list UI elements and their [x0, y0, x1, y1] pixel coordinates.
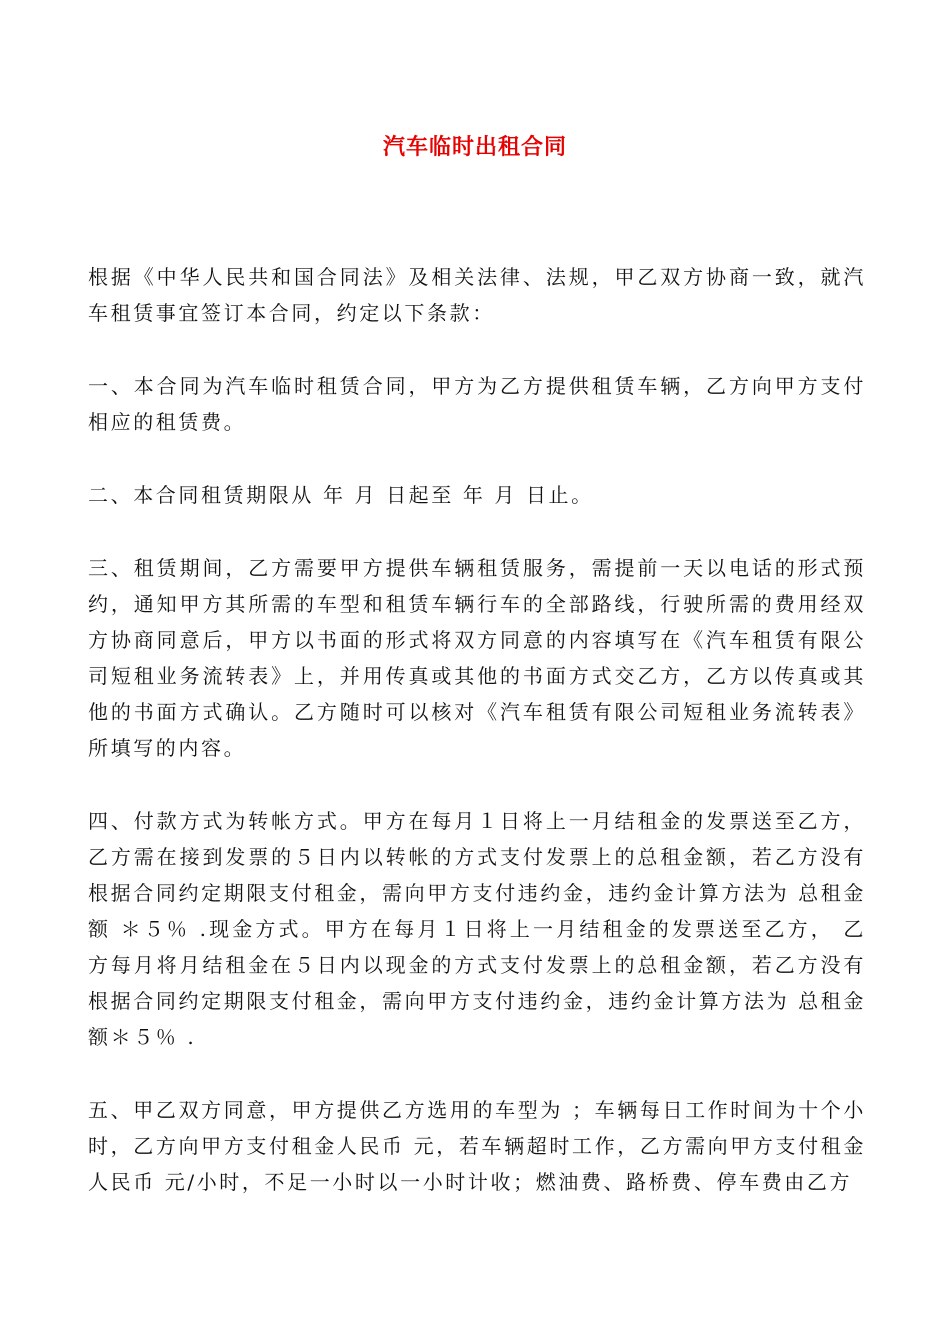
- paragraph-preamble: 根据《中华人民共和国合同法》及相关法律、法规，甲乙双方协商一致，就汽车租赁事宜签订本合同，约定以下条款：: [88, 265, 866, 325]
- document-title: 汽车临时出租合同: [382, 135, 567, 160]
- paragraph-clause-2: 二、本合同租赁期限从 年 月 日起至 年 月 日止。: [88, 483, 594, 507]
- paragraph-clause-3: 三、租赁期间，乙方需要甲方提供车辆租赁服务，需提前一天以电话的形式预约，通知甲方其所需的车型和租赁车辆行车的全部路线，行驶所需的费用经双方协商同意后，甲方以书面的形式将双方同意的内容填写在《汽车租赁有限公司短租业务流转表》上，并用传真或其他的书面方式交乙方，乙方以传真或其他的书面方式确认。乙方随时可以核对《汽车租赁有限公司短租业务流转表》所填写的内容。: [88, 556, 866, 760]
- paragraph-clause-5: 五、甲乙双方同意，甲方提供乙方选用的车型为 ；车辆每日工作时间为十个小时，乙方向甲方支付租金人民币 元，若车辆超时工作，乙方需向甲方支付租金人民币 元/小时，不足一小时以一小时计收；燃油费、路桥费、停车费由乙方: [88, 1098, 866, 1194]
- paragraph-clause-1: 一、本合同为汽车临时租赁合同，甲方为乙方提供租赁车辆，乙方向甲方支付相应的租赁费。: [88, 374, 866, 434]
- document-body: [88, 259, 866, 1237]
- paragraph-clause-4: 四、付款方式为转帐方式。甲方在每月１日将上一月结租金的发票送至乙方，乙方需在接到发票的５日内以转帐的方式支付发票上的总租金额，若乙方没有根据合同约定期限支付租金，需向甲方支付违约金，违约金计算方法为 总租金额 ＊５％ .现金方式。甲方在每月１日将上一月结租金的发票送至乙方， 乙方每月将月结租金在５日内以现金的方式支付发票上的总租金额，若乙方没有根据合同约定期限支付租金，需向甲方支付违约金，违约金计算方法为 总租金额＊５％ .: [88, 809, 866, 1049]
